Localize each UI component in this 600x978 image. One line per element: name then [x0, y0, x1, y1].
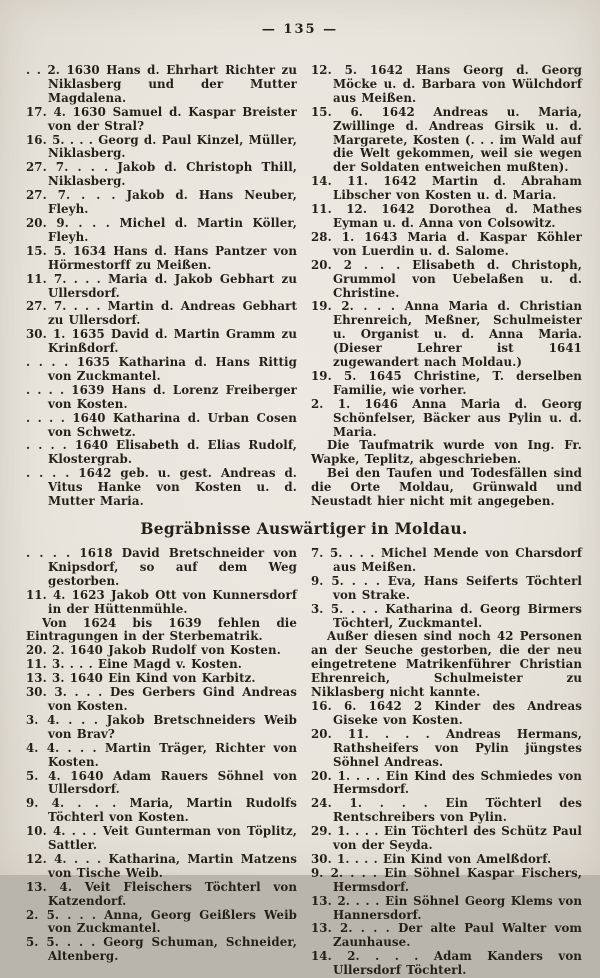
record-entry: 11. 4. 1623 Jakob Ott von Kunnersdorf in der Hüttenmühle.	[26, 587, 297, 616]
record-entry: 11. 3. . . . Eine Magd v. Kosten.	[26, 657, 242, 672]
record-entry: 12. 5. 1642 Hans Georg d. Georg Möcke u. d. Barbara von Wülchdorf aus Meißen.	[311, 63, 582, 105]
record-entry: 30. 1. 1635 David d. Martin Gramm zu Krinßdorf.	[26, 327, 297, 356]
record-entry: 4. 4. . . . Martin Träger, Richter von Kosten.	[26, 740, 297, 769]
note-paragraph: Bei den Taufen und Todesfällen sind die Orte Moldau, Grünwald und Neustadt hier nicht mit angegeben.	[311, 466, 582, 509]
baptisms-right-column	[311, 64, 582, 509]
burials-section	[26, 547, 582, 978]
burials-right-column	[311, 547, 582, 978]
record-entry: . . 2. 1630 Hans d. Ehrhart Richter zu Niklasberg und der Mutter Magdalena.	[26, 63, 297, 105]
record-entry: 19. 2. . . . Anna Maria d. Christian Ehrenreich, Meßner, Schulmeister u. Organist u. d. Anna Maria. (Dieser Lehrer ist 1641 zugewandert nach Moldau.)	[311, 299, 582, 370]
record-entry: 3. 4. . . . Jakob Bretschneiders Weib von Brav?	[26, 712, 297, 741]
record-entry: 30. 3. . . . Des Gerbers Gind Andreas von Kosten.	[26, 685, 297, 713]
record-entry: . . . . 1618 David Bretschneider von Knipsdorf, so auf dem Weg gestorben.	[26, 546, 297, 588]
burials-section-heading: Begräbnisse Auswärtiger in Moldau.	[140, 519, 468, 538]
record-entry: . . . . 1635 Katharina d. Hans Rittig von Zuckmantel.	[26, 355, 297, 383]
burials-left-column	[26, 547, 297, 978]
record-entry: 20. 1. . . . Ein Kind des Schmiedes von Hermsdorf.	[311, 768, 582, 797]
record-entry: 10. 4. . . . Veit Gunterman von Töplitz, Sattler.	[26, 824, 297, 853]
record-entry: 9. 4. . . . Maria, Martin Rudolfs Töchterl von Kosten.	[26, 796, 297, 825]
record-entry: 11. 7. . . . Maria d. Jakob Gebhart zu Ullersdorf.	[26, 271, 297, 300]
note-paragraph: Die Taufmatrik wurde von Ing. Fr. Wapke, Teplitz, abgeschrieben.	[311, 438, 582, 467]
record-entry: 16. 6. 1642 2 Kinder des Andreas Giseke von Kosten.	[311, 698, 582, 727]
note-paragraph: Außer diesen sind noch 42 Personen an der Seuche gestorben, die der neu eingetretene Matrikenführer Christian Ehrenreich, Schulmeister zu Niklasberg nicht kannte.	[311, 629, 582, 700]
note-paragraph: Von 1624 bis 1639 fehlen die Eintragungen in der Sterbematrik.	[26, 615, 297, 644]
record-entry: 19. 5. 1645 Christine, T. derselben Familie, wie vorher.	[311, 368, 582, 397]
record-entry: 17. 4. 1630 Samuel d. Kaspar Breister von der Stral?	[26, 104, 297, 133]
baptisms-left-column	[26, 64, 297, 509]
record-entry: 5. 5. . . . Georg Schuman, Schneider, Altenberg.	[26, 935, 297, 964]
record-entry: 20. 11. . . . Andreas Hermans, Rathsheifers von Pylin jüngstes Söhnel Andreas.	[311, 726, 582, 769]
record-entry: 30. 1. . . . Ein Kind von Amelßdorf.	[311, 851, 552, 866]
record-entry: 27. 7. . . . Martin d. Andreas Gebhart zu Ullersdorf.	[26, 299, 297, 328]
record-entry: 2. 1. 1646 Anna Maria d. Georg Schönfelser, Bäcker aus Pylin u. d. Maria.	[311, 396, 582, 439]
record-entry: 15. 5. 1634 Hans d. Hans Pantzer von Hörmestorff zu Meißen.	[26, 243, 297, 272]
record-entry: 16. 5. . . . Georg d. Paul Kinzel, Müller, Niklasberg.	[26, 132, 297, 161]
baptisms-section	[26, 64, 582, 509]
record-entry: 14. 11. 1642 Martin d. Abraham Libscher von Kosten u. d. Maria.	[311, 174, 582, 203]
record-entry: 13. 2. . . . Ein Söhnel Georg Klems von Hannersdorf.	[311, 893, 582, 922]
record-entry: 15. 6. 1642 Andreas u. Maria, Zwillinge d. Andreas Girsik u. d. Margarete, Kosten (. . . im Wald auf die Welt gekommen, weil sie wegen der Soldaten entweichen mußten).	[311, 104, 582, 175]
record-entry: . . . . 1639 Hans d. Lorenz Freiberger von Kosten.	[26, 382, 297, 411]
record-entry: 28. 1. 1643 Maria d. Kaspar Köhler von Luerdin u. d. Salome.	[311, 229, 582, 258]
record-entry: 2. 5. . . . Anna, Georg Geißlers Weib von Zuckmantel.	[26, 907, 297, 936]
record-entry: 20. 2. 1640 Jakob Rudolf von Kosten.	[26, 643, 281, 658]
record-entry: 13. 2. . . . Der alte Paul Walter vom Zaunhause.	[311, 921, 582, 950]
record-entry: . . . . 1640 Elisabeth d. Elias Rudolf, Klostergrab.	[26, 438, 297, 467]
record-entry: 5. 4. 1640 Adam Rauers Söhnel von Ullersdorf.	[26, 768, 297, 797]
record-entry: 13. 4. Veit Fleischers Töchterl von Katzendorf.	[26, 879, 297, 908]
record-entry: 27. 7. . . . Jakob d. Christoph Thill, Niklasberg.	[26, 160, 297, 189]
page-content	[26, 64, 582, 978]
record-entry: 7. 5. . . . Michel Mende von Charsdorf aus Meißen.	[311, 546, 582, 574]
record-entry: 9. 2. . . . Ein Söhnel Kaspar Fischers, Hermsdorf.	[311, 865, 582, 894]
record-entry: 20. 9. . . . Michel d. Martin Köller, Fleyh.	[26, 215, 297, 244]
record-entry: . . . . 1640 Katharina d. Urban Cosen von Schwetz.	[26, 410, 297, 439]
record-entry: 13. 3. 1640 Ein Kind von Karbitz.	[26, 671, 256, 686]
record-entry: . . . . 1642 geb. u. gest. Andreas d. Vitus Hanke von Kosten u. d. Mutter Maria.	[26, 466, 297, 509]
page-number: — 135 —	[261, 22, 339, 37]
record-entry: 24. 1. . . . Ein Töchterl des Rentschreibers von Pylin.	[311, 796, 582, 825]
record-entry: 12. 4. . . . Katharina, Martin Matzens von Tische Weib.	[26, 851, 297, 880]
record-entry: 9. 5. . . . Eva, Hans Seiferts Töchterl von Strake.	[311, 573, 582, 602]
record-entry: 3. 5. . . . Katharina d. Georg Birmers Töchterl, Zuckmantel.	[311, 601, 582, 630]
record-entry: 11. 12. 1642 Dorothea d. Mathes Eyman u. d. Anna von Colsowitz.	[311, 202, 582, 230]
record-entry: 27. 7. . . . Jakob d. Hans Neuber, Fleyh.	[26, 188, 297, 217]
record-entry: 14. 2. . . . Adam Kanders von Ullersdorf Töchterl.	[311, 949, 582, 978]
record-entry: 29. 1. . . . Ein Töchterl des Schütz Paul von der Seyda.	[311, 824, 582, 853]
record-entry: 20. 2 . . . Elisabeth d. Christoph, Grummol von Uebelaßen u. d. Christine.	[311, 257, 582, 300]
